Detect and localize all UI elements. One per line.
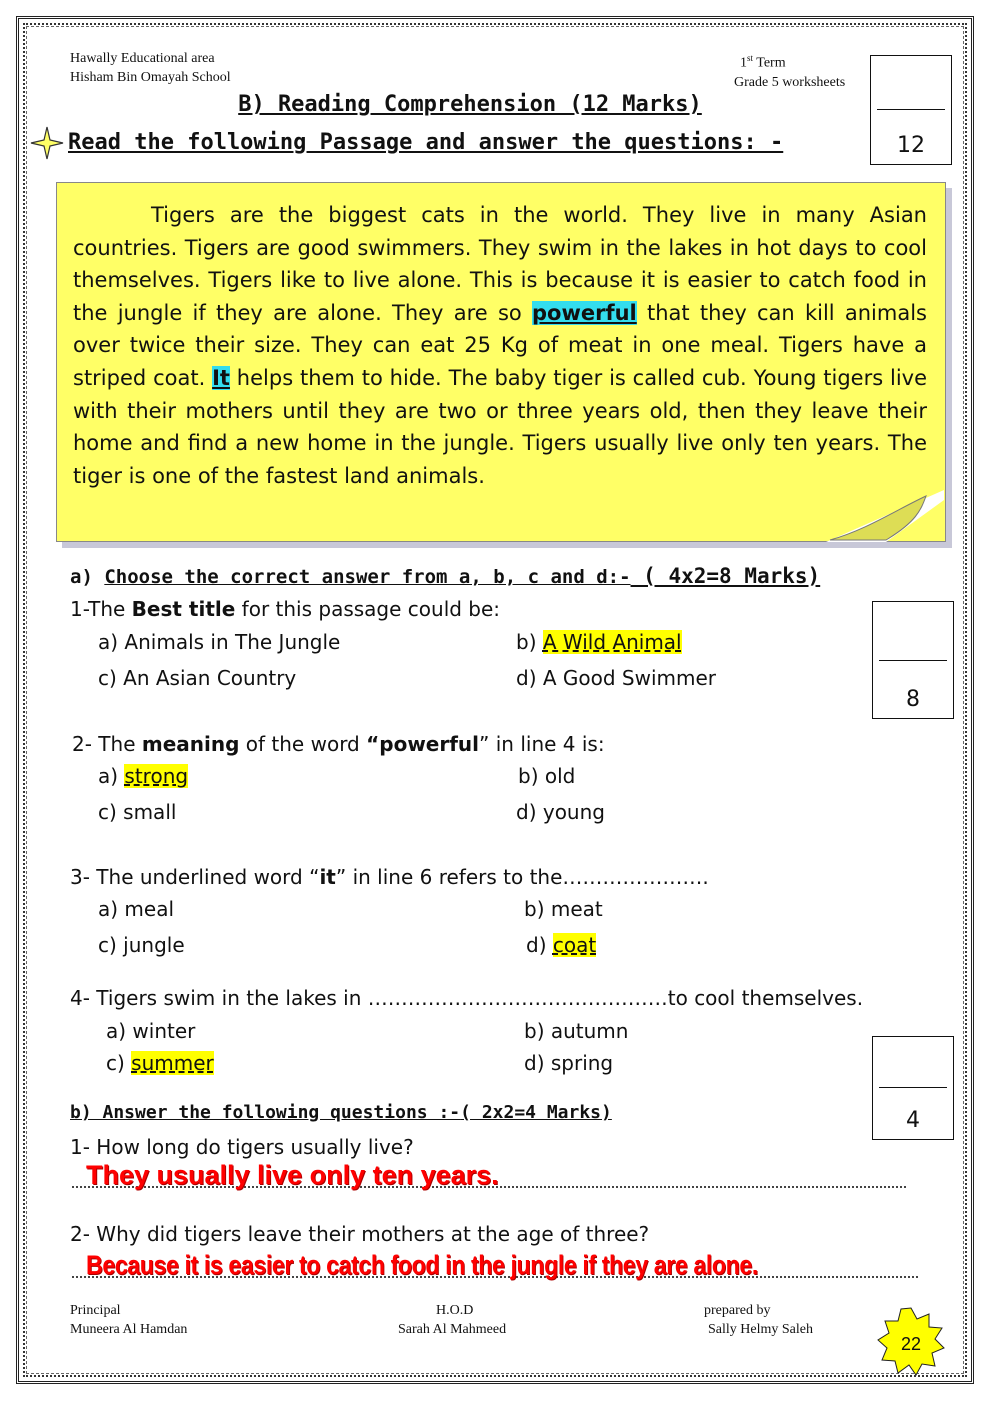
page-curl-icon <box>826 490 944 542</box>
question-1: 1-The Best title for this passage could be: <box>70 597 501 621</box>
answer-2: Because it is easier to catch food in the jungle if they are alone. <box>86 1250 758 1280</box>
question-2: 2- The meaning of the word “powerful” in line 4 is: <box>72 732 605 756</box>
word-powerful: powerful <box>531 300 637 325</box>
q1-option-a[interactable]: a) Animals in The Jungle <box>98 630 341 654</box>
star-icon <box>30 126 64 160</box>
q4-option-d[interactable]: d) spring <box>524 1051 614 1075</box>
footer-principal: Principal Muneera Al Hamdan <box>70 1303 188 1337</box>
q4-option-a[interactable]: a) winter <box>106 1019 196 1043</box>
question-4: 4- Tigers swim in the lakes in ………………………………………to cool themselves. <box>70 986 864 1010</box>
q4-option-c[interactable]: c) summer <box>106 1051 214 1075</box>
header-term: 1st Term <box>740 53 786 71</box>
part-b-mark-box <box>872 1036 954 1140</box>
q1-option-b[interactable]: b) A Wild Animal <box>516 630 682 654</box>
q2-option-c[interactable]: c) small <box>98 800 177 824</box>
header-grade: Grade 5 worksheets <box>734 74 846 90</box>
instruction: Read the following Passage and answer the questions: - <box>68 130 784 155</box>
part-b-question-2: 2- Why did tigers leave their mothers at the age of three? <box>70 1222 650 1246</box>
q2-option-b[interactable]: b) old <box>518 764 576 788</box>
q2-option-d[interactable]: d) young <box>516 800 605 824</box>
page-number: 22 <box>900 1334 922 1354</box>
q3-option-c[interactable]: c) jungle <box>98 933 185 957</box>
passage-text: Tigers are the biggest cats in the world. They live in many Asian countries. Tigers are good swimmers. They swim in the lakes in hot days to cool themselves. Tigers like to live alone. This is because it is easier to catch food in the jungle if they are alone. They are so powerful that they can kill animals over twice their size. They can eat 25 Kg of meat in one meal. Tigers have a striped coat. It helps them to hide. The baby tiger is called cub. Young tigers live with their mothers until they are two or three years old, then they leave their home and find a new home in the jungle. Tigers usually live only ten years. The tiger is one of the fastest land animals. <box>73 203 927 488</box>
question-3: 3- The underlined word “it” in line 6 refers to the…………………. <box>70 865 709 889</box>
part-b-question-1: 1- How long do tigers usually live? <box>70 1135 414 1159</box>
part-b-heading: b) Answer the following questions :-( 2x2=4 Marks) <box>70 1102 612 1123</box>
header-school: Hisham Bin Omayah School <box>70 70 231 85</box>
footer-hod: H.O.D Sarah Al Mahmeed <box>398 1303 507 1337</box>
header-left <box>70 49 231 87</box>
word-it: It <box>212 365 230 390</box>
q4-option-b[interactable]: b) autumn <box>524 1019 629 1043</box>
page-number-badge-icon <box>876 1306 946 1376</box>
header-area: Hawally Educational area <box>70 51 215 66</box>
total-mark: 12 <box>897 133 925 158</box>
reading-passage <box>56 182 946 542</box>
q3-option-d[interactable]: d) coat <box>526 933 597 957</box>
q3-option-a[interactable]: a) meal <box>98 897 175 921</box>
q1-option-d[interactable]: d) A Good Swimmer <box>516 666 717 690</box>
footer-prepared: prepared by Sally Helmy Saleh <box>704 1303 813 1337</box>
q2-option-a[interactable]: a) strong <box>98 764 189 788</box>
section-title: B) Reading Comprehension (12 Marks) <box>238 92 702 117</box>
part-a-mark-box <box>872 601 954 719</box>
answer-1: They usually live only ten years. <box>86 1160 499 1190</box>
q3-option-b[interactable]: b) meat <box>524 897 603 921</box>
part-a-heading: a) Choose the correct answer from a, b, c and d:- ( 4x2=8 Marks) <box>70 564 821 588</box>
q1-option-c[interactable]: c) An Asian Country <box>98 666 297 690</box>
part-a-mark: 8 <box>906 687 920 712</box>
part-b-mark: 4 <box>906 1108 920 1133</box>
header-right <box>734 49 845 92</box>
